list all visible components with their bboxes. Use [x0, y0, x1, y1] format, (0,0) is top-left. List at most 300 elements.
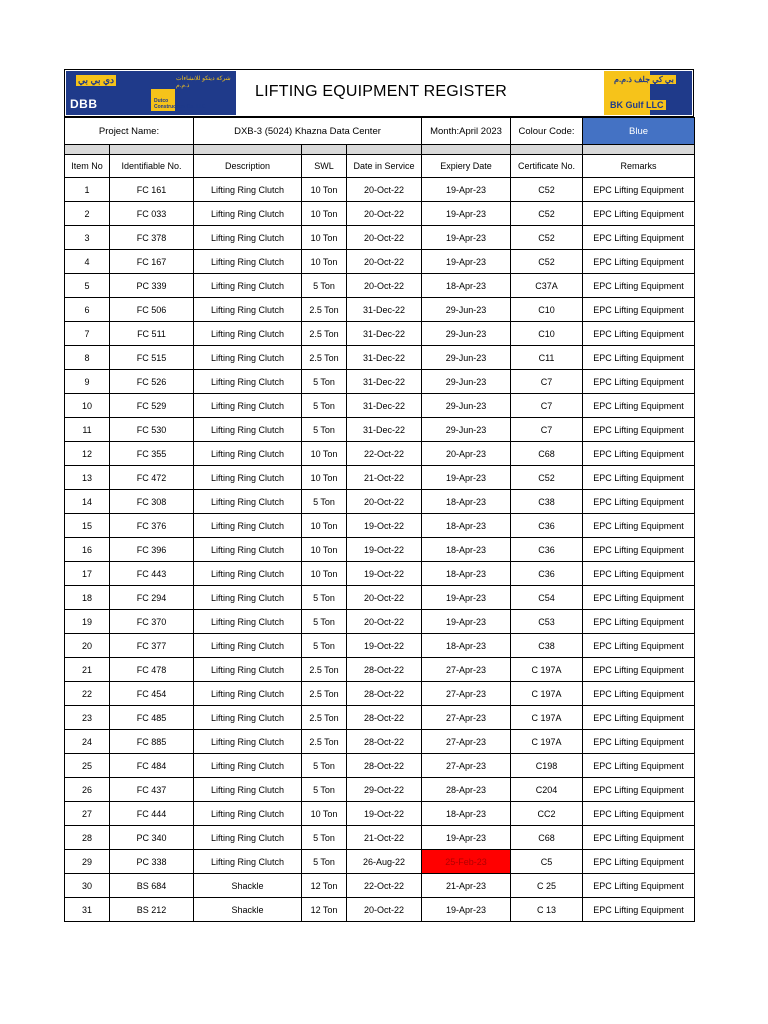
table-cell: 21-Apr-23: [422, 874, 511, 898]
table-cell: FC 529: [110, 394, 194, 418]
table-cell: Lifting Ring Clutch: [194, 562, 302, 586]
table-cell: 19-Apr-23: [422, 898, 511, 922]
table-cell: 24: [65, 730, 110, 754]
dbb-logo-text: DBB: [70, 97, 98, 111]
table-cell: 18-Apr-23: [422, 562, 511, 586]
table-cell: 10 Ton: [302, 226, 347, 250]
table-cell: 20-Oct-22: [347, 274, 422, 298]
table-cell: 20-Oct-22: [347, 490, 422, 514]
table-row: [65, 898, 695, 922]
table-cell: 30: [65, 874, 110, 898]
table-cell: FC 033: [110, 202, 194, 226]
table-cell: 31-Dec-22: [347, 346, 422, 370]
table-cell: 19-Oct-22: [347, 634, 422, 658]
table-cell: EPC Lifting Equipment: [583, 370, 695, 394]
table-cell: FC 506: [110, 298, 194, 322]
table-cell: 28-Oct-22: [347, 682, 422, 706]
table-cell: EPC Lifting Equipment: [583, 226, 695, 250]
table-cell: C36: [511, 562, 583, 586]
table-cell: C68: [511, 442, 583, 466]
table-cell: Lifting Ring Clutch: [194, 346, 302, 370]
table-cell: C52: [511, 178, 583, 202]
table-cell: 5 Ton: [302, 610, 347, 634]
table-cell: 26: [65, 778, 110, 802]
table-cell: Lifting Ring Clutch: [194, 418, 302, 442]
table-cell: FC 485: [110, 706, 194, 730]
table-row: [65, 466, 695, 490]
table-cell: EPC Lifting Equipment: [583, 418, 695, 442]
table-cell: C10: [511, 322, 583, 346]
column-header: Date in Service: [347, 155, 422, 178]
table-cell: 16: [65, 538, 110, 562]
table-row: [65, 226, 695, 250]
table-cell: C10: [511, 298, 583, 322]
expired-date-cell: 25-Feb-23: [422, 850, 511, 874]
table-cell: 3: [65, 226, 110, 250]
table-cell: 12 Ton: [302, 874, 347, 898]
table-cell: 10 Ton: [302, 538, 347, 562]
table-cell: 27: [65, 802, 110, 826]
table-cell: 21-Oct-22: [347, 466, 422, 490]
table-cell: C53: [511, 610, 583, 634]
table-cell: Lifting Ring Clutch: [194, 850, 302, 874]
table-cell: EPC Lifting Equipment: [583, 514, 695, 538]
table-cell: 26-Aug-22: [347, 850, 422, 874]
table-cell: 31-Dec-22: [347, 394, 422, 418]
table-cell: C38: [511, 634, 583, 658]
table-row: [65, 586, 695, 610]
table-cell: 10 Ton: [302, 562, 347, 586]
table-cell: FC 437: [110, 778, 194, 802]
table-cell: 10 Ton: [302, 466, 347, 490]
table-cell: C 13: [511, 898, 583, 922]
table-cell: 10 Ton: [302, 202, 347, 226]
table-cell: EPC Lifting Equipment: [583, 322, 695, 346]
project-info-row: [65, 118, 695, 145]
table-cell: 28-Oct-22: [347, 658, 422, 682]
dbb-logo: دي بي بي DBB شركة ديتكو للانشاءات ذ.م.م Dutco Construction Co. LLC: [66, 71, 236, 115]
table-cell: 20: [65, 634, 110, 658]
table-cell: 5 Ton: [302, 370, 347, 394]
table-cell: C204: [511, 778, 583, 802]
table-cell: 13: [65, 466, 110, 490]
project-name-label: Project Name:: [65, 118, 194, 145]
table-cell: EPC Lifting Equipment: [583, 274, 695, 298]
table-cell: PC 340: [110, 826, 194, 850]
table-cell: Shackle: [194, 874, 302, 898]
table-cell: 2.5 Ton: [302, 730, 347, 754]
table-cell: 5 Ton: [302, 274, 347, 298]
table-cell: 12 Ton: [302, 898, 347, 922]
table-cell: 31-Dec-22: [347, 370, 422, 394]
table-cell: C11: [511, 346, 583, 370]
table-cell: Lifting Ring Clutch: [194, 178, 302, 202]
table-cell: C68: [511, 826, 583, 850]
bk-gulf-logo: بي كي جلف ذ.م.م BK Gulf LLC: [604, 71, 692, 115]
table-cell: EPC Lifting Equipment: [583, 490, 695, 514]
table-row: [65, 634, 695, 658]
table-cell: 29-Jun-23: [422, 298, 511, 322]
table-cell: 19-Apr-23: [422, 226, 511, 250]
table-cell: 5 Ton: [302, 490, 347, 514]
table-cell: EPC Lifting Equipment: [583, 754, 695, 778]
table-cell: EPC Lifting Equipment: [583, 346, 695, 370]
table-cell: EPC Lifting Equipment: [583, 634, 695, 658]
table-cell: FC 377: [110, 634, 194, 658]
table-cell: 2.5 Ton: [302, 658, 347, 682]
table-cell: 10 Ton: [302, 442, 347, 466]
table-row: [65, 178, 695, 202]
table-cell: 29-Jun-23: [422, 394, 511, 418]
table-cell: C38: [511, 490, 583, 514]
table-cell: 27-Apr-23: [422, 658, 511, 682]
column-header-row: [65, 155, 695, 178]
table-cell: 29-Jun-23: [422, 418, 511, 442]
table-cell: FC 161: [110, 178, 194, 202]
spacer-row: [65, 145, 695, 155]
table-cell: 19-Apr-23: [422, 178, 511, 202]
table-cell: Lifting Ring Clutch: [194, 610, 302, 634]
table-cell: 28-Apr-23: [422, 778, 511, 802]
column-header: SWL: [302, 155, 347, 178]
table-cell: PC 338: [110, 850, 194, 874]
table-cell: C36: [511, 538, 583, 562]
table-cell: 1: [65, 178, 110, 202]
table-cell: 18-Apr-23: [422, 802, 511, 826]
table-cell: 20-Oct-22: [347, 610, 422, 634]
table-cell: 10 Ton: [302, 514, 347, 538]
table-cell: 19: [65, 610, 110, 634]
table-cell: EPC Lifting Equipment: [583, 610, 695, 634]
table-cell: BS 212: [110, 898, 194, 922]
table-cell: FC 885: [110, 730, 194, 754]
table-cell: 10 Ton: [302, 250, 347, 274]
table-cell: FC 167: [110, 250, 194, 274]
table-row: [65, 322, 695, 346]
table-cell: EPC Lifting Equipment: [583, 874, 695, 898]
table-cell: C 197A: [511, 658, 583, 682]
table-cell: Lifting Ring Clutch: [194, 322, 302, 346]
table-cell: Lifting Ring Clutch: [194, 682, 302, 706]
table-cell: 2.5 Ton: [302, 298, 347, 322]
table-cell: FC 478: [110, 658, 194, 682]
table-cell: 19-Oct-22: [347, 562, 422, 586]
table-cell: EPC Lifting Equipment: [583, 898, 695, 922]
table-cell: C36: [511, 514, 583, 538]
table-cell: 19-Apr-23: [422, 826, 511, 850]
table-cell: FC 526: [110, 370, 194, 394]
table-row: [65, 562, 695, 586]
table-cell: FC 530: [110, 418, 194, 442]
table-cell: Lifting Ring Clutch: [194, 826, 302, 850]
table-cell: FC 396: [110, 538, 194, 562]
table-cell: 2: [65, 202, 110, 226]
table-cell: Lifting Ring Clutch: [194, 514, 302, 538]
table-cell: EPC Lifting Equipment: [583, 394, 695, 418]
table-cell: C 25: [511, 874, 583, 898]
table-cell: 22-Oct-22: [347, 442, 422, 466]
table-cell: 20-Apr-23: [422, 442, 511, 466]
table-cell: Lifting Ring Clutch: [194, 658, 302, 682]
table-cell: 14: [65, 490, 110, 514]
table-cell: BS 684: [110, 874, 194, 898]
table-cell: 5 Ton: [302, 634, 347, 658]
table-row: [65, 802, 695, 826]
table-row: [65, 658, 695, 682]
table-cell: C7: [511, 370, 583, 394]
table-cell: 10 Ton: [302, 802, 347, 826]
table-cell: C198: [511, 754, 583, 778]
table-cell: 10: [65, 394, 110, 418]
table-cell: 19-Oct-22: [347, 514, 422, 538]
table-cell: 28: [65, 826, 110, 850]
table-cell: 18-Apr-23: [422, 634, 511, 658]
table-cell: FC 355: [110, 442, 194, 466]
table-row: [65, 730, 695, 754]
table-cell: FC 511: [110, 322, 194, 346]
table-cell: 19-Oct-22: [347, 538, 422, 562]
table-cell: 19-Apr-23: [422, 466, 511, 490]
table-cell: C5: [511, 850, 583, 874]
table-cell: EPC Lifting Equipment: [583, 586, 695, 610]
table-cell: 18-Apr-23: [422, 514, 511, 538]
column-header: Description: [194, 155, 302, 178]
table-cell: C52: [511, 250, 583, 274]
table-cell: EPC Lifting Equipment: [583, 850, 695, 874]
table-cell: PC 339: [110, 274, 194, 298]
table-cell: Lifting Ring Clutch: [194, 802, 302, 826]
table-row: [65, 202, 695, 226]
register-header: [64, 69, 694, 117]
table-cell: 6: [65, 298, 110, 322]
table-row: [65, 754, 695, 778]
table-cell: Lifting Ring Clutch: [194, 442, 302, 466]
column-header: Item No: [65, 155, 110, 178]
table-cell: C52: [511, 226, 583, 250]
table-cell: 18-Apr-23: [422, 490, 511, 514]
table-cell: FC 370: [110, 610, 194, 634]
table-cell: 22-Oct-22: [347, 874, 422, 898]
table-cell: EPC Lifting Equipment: [583, 802, 695, 826]
table-cell: Lifting Ring Clutch: [194, 394, 302, 418]
table-cell: FC 472: [110, 466, 194, 490]
table-cell: 31-Dec-22: [347, 298, 422, 322]
table-cell: C 197A: [511, 730, 583, 754]
table-cell: EPC Lifting Equipment: [583, 682, 695, 706]
table-cell: Lifting Ring Clutch: [194, 754, 302, 778]
table-cell: 5 Ton: [302, 394, 347, 418]
table-cell: 20-Oct-22: [347, 586, 422, 610]
table-cell: C7: [511, 394, 583, 418]
table-cell: EPC Lifting Equipment: [583, 658, 695, 682]
table-cell: 21-Oct-22: [347, 826, 422, 850]
table-cell: EPC Lifting Equipment: [583, 250, 695, 274]
column-header: Expiery Date: [422, 155, 511, 178]
table-cell: 2.5 Ton: [302, 706, 347, 730]
table-cell: 29-Jun-23: [422, 370, 511, 394]
table-cell: 11: [65, 418, 110, 442]
table-cell: 19-Apr-23: [422, 202, 511, 226]
column-header: Certificate No.: [511, 155, 583, 178]
table-cell: 2.5 Ton: [302, 322, 347, 346]
table-cell: Lifting Ring Clutch: [194, 538, 302, 562]
table-row: [65, 298, 695, 322]
table-cell: Shackle: [194, 898, 302, 922]
table-cell: FC 378: [110, 226, 194, 250]
table-cell: FC 308: [110, 490, 194, 514]
table-cell: 18: [65, 586, 110, 610]
table-cell: 8: [65, 346, 110, 370]
table-cell: 25: [65, 754, 110, 778]
table-cell: EPC Lifting Equipment: [583, 562, 695, 586]
table-cell: 12: [65, 442, 110, 466]
table-cell: 19-Apr-23: [422, 250, 511, 274]
table-cell: 19-Apr-23: [422, 586, 511, 610]
table-row: [65, 610, 695, 634]
table-row: [65, 250, 695, 274]
table-cell: FC 454: [110, 682, 194, 706]
table-cell: FC 294: [110, 586, 194, 610]
table-cell: 21: [65, 658, 110, 682]
table-cell: 5: [65, 274, 110, 298]
table-cell: 5 Ton: [302, 778, 347, 802]
table-cell: EPC Lifting Equipment: [583, 730, 695, 754]
table-cell: 19-Oct-22: [347, 802, 422, 826]
table-cell: 20-Oct-22: [347, 202, 422, 226]
table-cell: Lifting Ring Clutch: [194, 202, 302, 226]
table-row: [65, 418, 695, 442]
table-row: [65, 274, 695, 298]
table-row: [65, 778, 695, 802]
table-cell: EPC Lifting Equipment: [583, 202, 695, 226]
table-cell: EPC Lifting Equipment: [583, 706, 695, 730]
table-cell: 31: [65, 898, 110, 922]
project-name-value: DXB-3 (5024) Khazna Data Center: [194, 118, 422, 145]
table-cell: 28-Oct-22: [347, 706, 422, 730]
table-cell: Lifting Ring Clutch: [194, 706, 302, 730]
table-row: [65, 538, 695, 562]
table-cell: 18-Apr-23: [422, 538, 511, 562]
table-cell: C54: [511, 586, 583, 610]
bk-gulf-logo-text: BK Gulf LLC: [610, 100, 664, 110]
colour-code-label: Colour Code:: [511, 118, 583, 145]
table-cell: 7: [65, 322, 110, 346]
table-cell: 23: [65, 706, 110, 730]
table-row: [65, 370, 695, 394]
table-cell: C52: [511, 202, 583, 226]
table-cell: 19-Apr-23: [422, 610, 511, 634]
table-cell: 15: [65, 514, 110, 538]
table-cell: EPC Lifting Equipment: [583, 538, 695, 562]
table-cell: 2.5 Ton: [302, 346, 347, 370]
table-cell: 20-Oct-22: [347, 226, 422, 250]
table-cell: EPC Lifting Equipment: [583, 178, 695, 202]
table-cell: CC2: [511, 802, 583, 826]
table-cell: 18-Apr-23: [422, 274, 511, 298]
table-cell: 4: [65, 250, 110, 274]
table-cell: Lifting Ring Clutch: [194, 730, 302, 754]
table-cell: FC 484: [110, 754, 194, 778]
table-cell: Lifting Ring Clutch: [194, 274, 302, 298]
table-cell: FC 444: [110, 802, 194, 826]
table-row: [65, 490, 695, 514]
table-row: [65, 346, 695, 370]
table-cell: EPC Lifting Equipment: [583, 778, 695, 802]
table-cell: C7: [511, 418, 583, 442]
table-cell: 20-Oct-22: [347, 250, 422, 274]
table-row: [65, 874, 695, 898]
table-cell: FC 515: [110, 346, 194, 370]
table-cell: 5 Ton: [302, 418, 347, 442]
table-cell: Lifting Ring Clutch: [194, 370, 302, 394]
table-cell: 5 Ton: [302, 586, 347, 610]
table-cell: 28-Oct-22: [347, 754, 422, 778]
table-row: [65, 706, 695, 730]
table-cell: 29-Oct-22: [347, 778, 422, 802]
table-cell: EPC Lifting Equipment: [583, 442, 695, 466]
table-cell: 31-Dec-22: [347, 418, 422, 442]
table-cell: 27-Apr-23: [422, 754, 511, 778]
table-cell: 2.5 Ton: [302, 682, 347, 706]
page-title: LIFTING EQUIPMENT REGISTER: [255, 83, 508, 100]
column-header: Remarks: [583, 155, 695, 178]
table-cell: 22: [65, 682, 110, 706]
table-cell: FC 443: [110, 562, 194, 586]
table-cell: 17: [65, 562, 110, 586]
table-cell: 27-Apr-23: [422, 706, 511, 730]
column-header: Identifiable No.: [110, 155, 194, 178]
table-cell: C52: [511, 466, 583, 490]
table-cell: Lifting Ring Clutch: [194, 298, 302, 322]
table-cell: Lifting Ring Clutch: [194, 778, 302, 802]
table-cell: FC 376: [110, 514, 194, 538]
table-cell: 20-Oct-22: [347, 178, 422, 202]
table-row: [65, 850, 695, 874]
table-cell: EPC Lifting Equipment: [583, 298, 695, 322]
table-cell: EPC Lifting Equipment: [583, 826, 695, 850]
colour-code-value: Blue: [583, 118, 695, 145]
table-row: [65, 826, 695, 850]
table-cell: Lifting Ring Clutch: [194, 226, 302, 250]
table-cell: Lifting Ring Clutch: [194, 490, 302, 514]
table-cell: EPC Lifting Equipment: [583, 466, 695, 490]
table-cell: 29-Jun-23: [422, 322, 511, 346]
table-cell: Lifting Ring Clutch: [194, 250, 302, 274]
table-cell: 9: [65, 370, 110, 394]
table-cell: 10 Ton: [302, 178, 347, 202]
table-cell: C 197A: [511, 682, 583, 706]
table-cell: 5 Ton: [302, 850, 347, 874]
table-cell: 29: [65, 850, 110, 874]
table-cell: C 197A: [511, 706, 583, 730]
table-cell: 27-Apr-23: [422, 682, 511, 706]
table-cell: 5 Ton: [302, 754, 347, 778]
table-cell: Lifting Ring Clutch: [194, 634, 302, 658]
register-table: [64, 117, 695, 922]
table-row: [65, 514, 695, 538]
table-cell: Lifting Ring Clutch: [194, 586, 302, 610]
register-sheet: [64, 69, 694, 922]
table-cell: 20-Oct-22: [347, 898, 422, 922]
table-cell: 27-Apr-23: [422, 730, 511, 754]
table-row: [65, 682, 695, 706]
month-value: Month:April 2023: [422, 118, 511, 145]
table-cell: 31-Dec-22: [347, 322, 422, 346]
table-cell: Lifting Ring Clutch: [194, 466, 302, 490]
table-cell: 5 Ton: [302, 826, 347, 850]
table-cell: C37A: [511, 274, 583, 298]
table-cell: 28-Oct-22: [347, 730, 422, 754]
